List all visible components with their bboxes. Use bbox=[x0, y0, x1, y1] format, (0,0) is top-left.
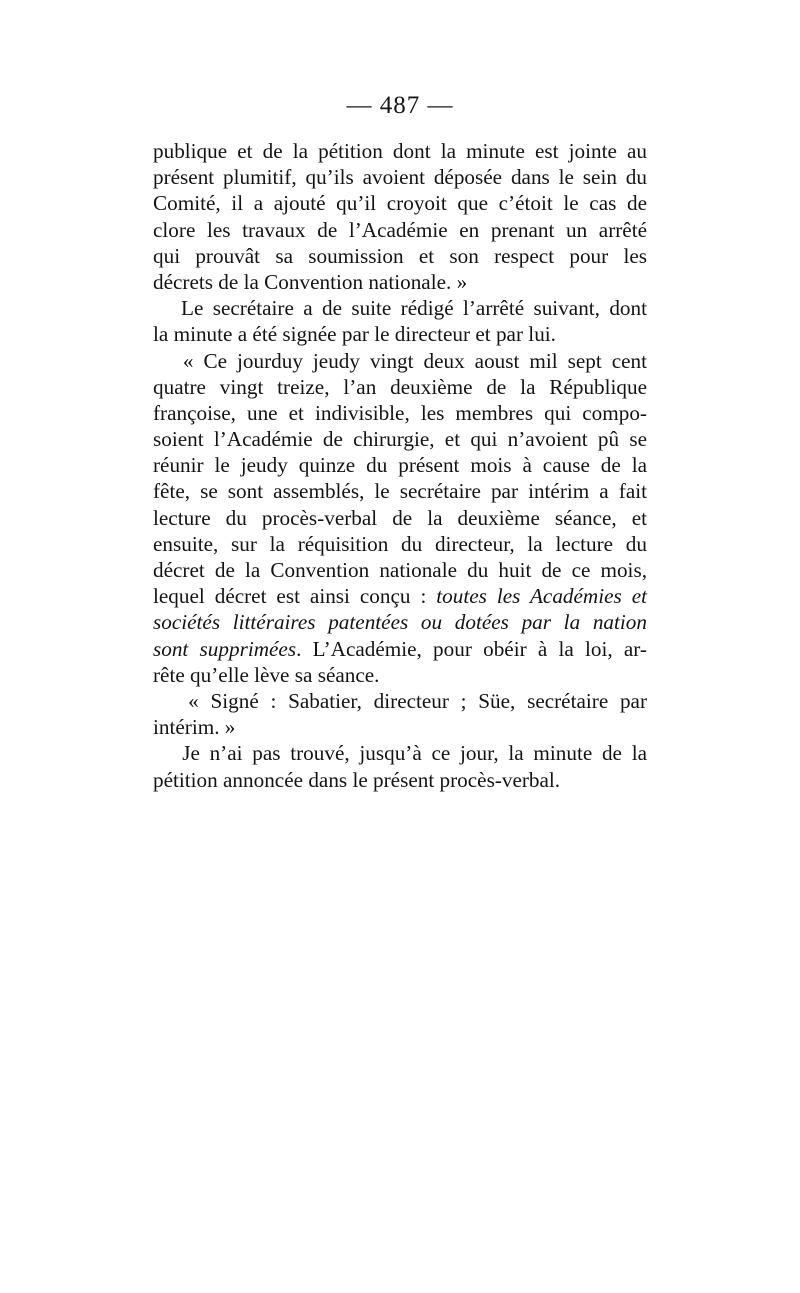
text-line bbox=[153, 557, 647, 583]
text-run: lecture du procès-verbal de la deuxième séance, et bbox=[153, 505, 647, 530]
text-run: « Ce jourduy jeudy vingt deux aoust mil sept cent bbox=[153, 348, 647, 373]
text-line bbox=[153, 531, 647, 557]
text-line bbox=[153, 609, 647, 635]
text-run: clore les travaux de l’Académie en prenant un arrêté bbox=[153, 217, 647, 242]
italic-text: sont supprimées bbox=[153, 636, 297, 661]
text-run: fête, se sont assemblés, le secrétaire par intérim a fait bbox=[153, 479, 647, 504]
text-run: quatre vingt treize, l’an deuxième de la République bbox=[153, 374, 647, 399]
text-run: « Signé : Sabatier, directeur ; Süe, secrétaire par bbox=[153, 688, 647, 713]
text-run: françoise, une et indivisible, les membres qui compo- bbox=[153, 400, 647, 425]
text-line bbox=[153, 269, 647, 295]
text-line bbox=[153, 478, 647, 504]
text-line bbox=[153, 138, 647, 164]
text-line bbox=[153, 636, 647, 662]
text-run: ensuite, sur la réquisition du directeur, la lecture du bbox=[153, 531, 647, 556]
text-line bbox=[153, 243, 647, 269]
text-line bbox=[153, 295, 647, 321]
text-line bbox=[153, 688, 647, 714]
text-run: pétition annoncée dans le présent procès-verbal. bbox=[153, 767, 561, 792]
text-line bbox=[153, 217, 647, 243]
text-run: présent plumitif, qu’ils avoient déposée dans le sein du bbox=[153, 165, 647, 190]
text-line bbox=[153, 164, 647, 190]
italic-text: toutes les Académies et bbox=[436, 584, 647, 609]
text-run: . L’Académie, pour obéir à la loi, ar- bbox=[296, 636, 647, 661]
text-run: la minute a été signée par le directeur et par lui. bbox=[153, 322, 556, 347]
text-run: Comité, il a ajouté qu’il croyoit que c’étoit le cas de bbox=[153, 191, 647, 216]
text-run: décrets de la Convention nationale. » bbox=[153, 269, 468, 294]
text-run: réunir le jeudy quinze du présent mois à cause de la bbox=[153, 453, 647, 478]
text-run: qui prouvât sa soumission et son respect pour les bbox=[153, 243, 647, 268]
text-line bbox=[153, 321, 647, 347]
text-line bbox=[153, 374, 647, 400]
body-text bbox=[153, 138, 647, 793]
text-line bbox=[153, 190, 647, 216]
text-line bbox=[153, 662, 647, 688]
text-line bbox=[153, 426, 647, 452]
text-run: Le secrétaire a de suite rédigé l’arrêté suivant, dont bbox=[153, 296, 647, 321]
text-line bbox=[153, 714, 647, 740]
text-line bbox=[153, 452, 647, 478]
text-line bbox=[153, 740, 647, 766]
italic-text: sociétés littéraires patentées ou dotées par la nation bbox=[153, 610, 647, 635]
text-line bbox=[153, 583, 647, 609]
text-line bbox=[153, 400, 647, 426]
text-run: décret de la Convention nationale du huit de ce mois, bbox=[153, 558, 647, 582]
text-run: lequel décret est ainsi conçu : bbox=[153, 584, 437, 609]
text-run: publique et de la pétition dont la minute est jointe au bbox=[153, 139, 647, 163]
text-line bbox=[153, 767, 647, 793]
text-run: Je n’ai pas trouvé, jusqu’à ce jour, la minute de la bbox=[153, 741, 647, 766]
page-number: — 487 — bbox=[346, 92, 454, 119]
text-run: soient l’Académie de chirurgie, et qui n’avoient pû se bbox=[153, 427, 647, 452]
text-line bbox=[153, 348, 647, 374]
text-run: intérim. » bbox=[153, 715, 236, 740]
text-run: rête qu’elle lève sa séance. bbox=[153, 662, 380, 687]
text-line bbox=[153, 505, 647, 531]
